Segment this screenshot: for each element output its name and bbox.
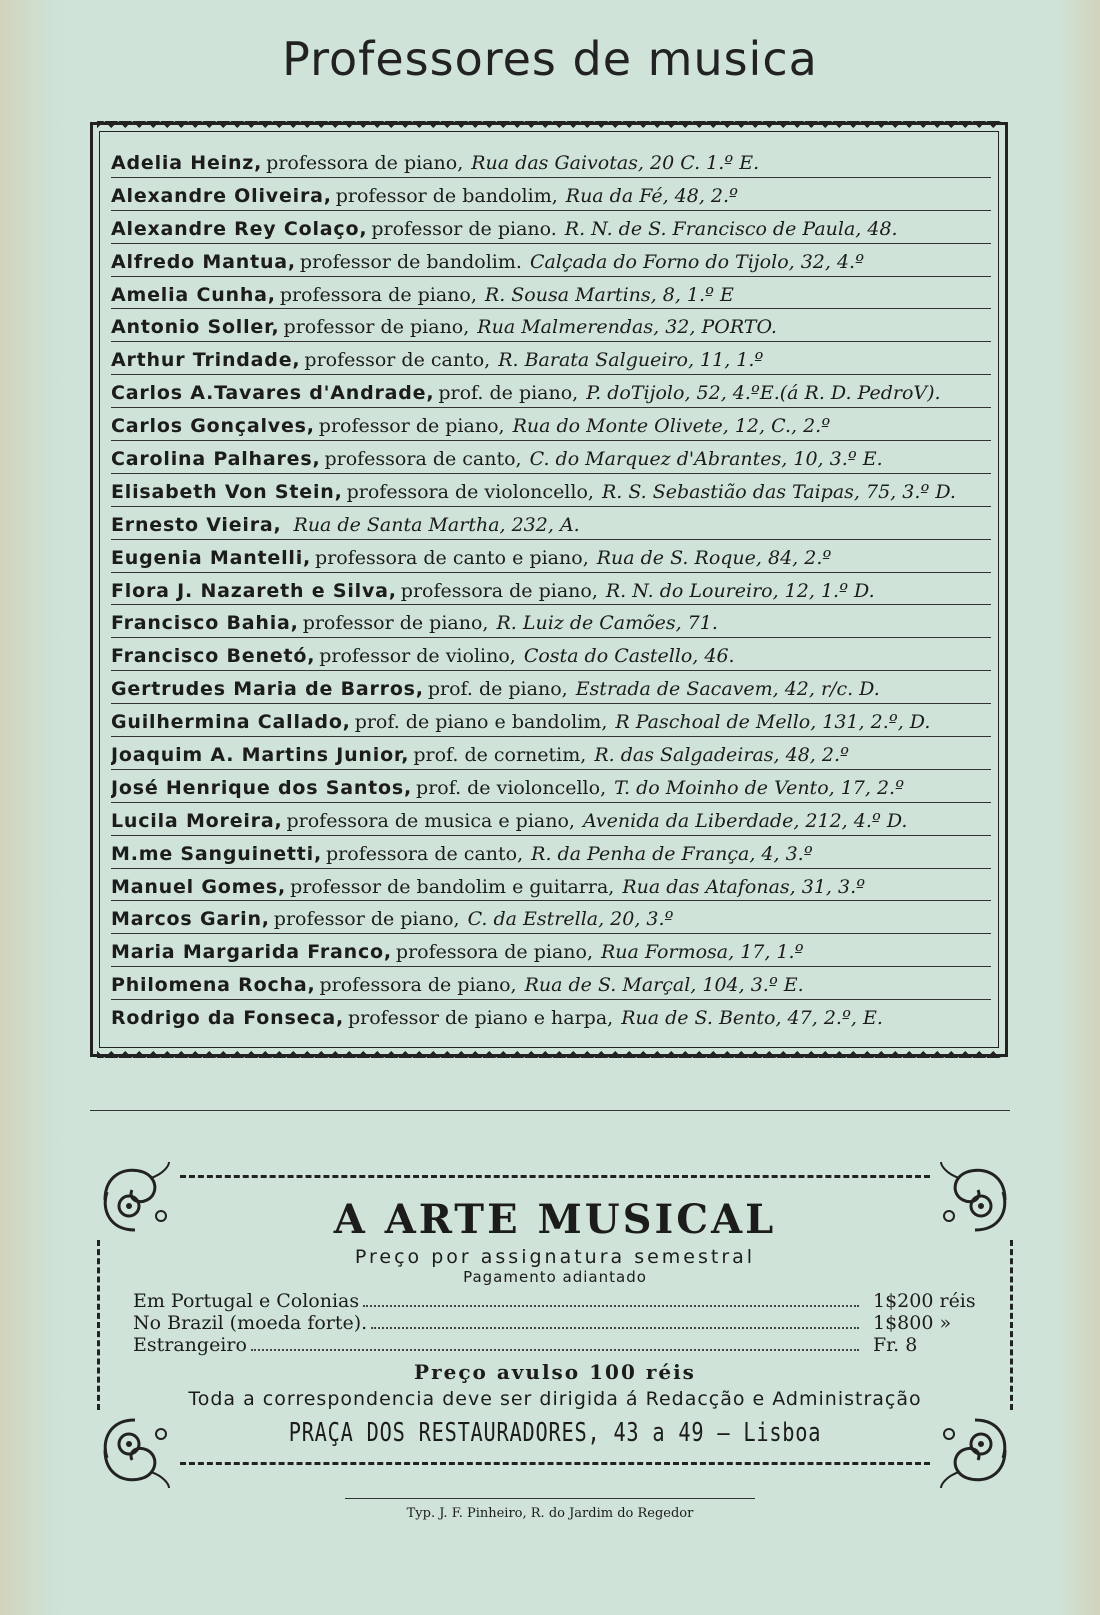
- price-value: Fr. 8: [873, 1334, 918, 1356]
- page-title: Professores de musica: [282, 32, 818, 86]
- teacher-entry: [111, 507, 991, 540]
- teacher-description: professora de canto,: [326, 842, 524, 865]
- teacher-entry: [111, 408, 991, 441]
- teacher-description: prof. de violoncello,: [416, 776, 607, 799]
- subscription-advert: [95, 1160, 1015, 1490]
- teacher-description: professora de canto,: [324, 448, 522, 471]
- teacher-entry: [111, 277, 991, 310]
- price-row: [133, 1334, 973, 1356]
- teacher-address: P. doTijolo, 52, 4.ºE.(á R. D. PedroV).: [586, 382, 941, 405]
- teacher-address: R. da Penha de França, 4, 3.º: [531, 842, 813, 865]
- teacher-name: Carolina Palhares,: [111, 448, 321, 471]
- teacher-entry: [111, 441, 991, 474]
- teacher-description: professora de piano,: [266, 152, 464, 174]
- teacher-description: professora de canto e piano,: [315, 546, 589, 569]
- teacher-entry: [111, 737, 991, 770]
- teacher-entry: [111, 309, 991, 342]
- teacher-name: José Henrique dos Santos,: [111, 776, 413, 799]
- teacher-entry: [111, 474, 991, 507]
- teacher-name: Alexandre Rey Colaço,: [111, 217, 368, 240]
- teacher-address: Rua de S. Roque, 84, 2.º: [596, 546, 832, 569]
- teacher-address: C. do Marquez d'Abrantes, 10, 3.º E.: [529, 448, 883, 471]
- teacher-description: prof. de cornetim,: [413, 744, 587, 767]
- teacher-name: Elisabeth Von Stein,: [111, 480, 343, 503]
- teacher-entry: [111, 605, 991, 638]
- teacher-entry: [111, 244, 991, 277]
- price-row: [133, 1290, 976, 1312]
- teacher-address: T. do Moinho de Vento, 17, 2.º: [614, 776, 905, 799]
- dot-leader: [251, 1349, 859, 1351]
- subscription-subtitle: Preço por assignatura semestral: [354, 1246, 756, 1268]
- corner-ornament-icon: [935, 1410, 1015, 1490]
- teacher-entry: [111, 770, 991, 803]
- teacher-description: prof. de piano,: [438, 382, 579, 405]
- teacher-name: Guilhermina Callado,: [111, 711, 351, 734]
- price-label: No Brazil (moeda forte).: [133, 1312, 368, 1334]
- teacher-name: Gertrudes Maria de Barros,: [111, 678, 424, 701]
- teacher-address: Rua das Gaivotas, 20 C. 1.º E.: [471, 152, 760, 174]
- frame-border-top-ornament: [97, 121, 1001, 129]
- teacher-description: professora de piano,: [400, 579, 598, 602]
- teacher-name: Alfredo Mantua,: [111, 250, 296, 273]
- teacher-entry: [111, 638, 991, 671]
- teacher-address: Avenida da Liberdade, 212, 4.º D.: [582, 809, 908, 832]
- teacher-address: Rua Formosa, 17, 1.º: [601, 941, 804, 964]
- teacher-entry: [111, 836, 991, 869]
- teacher-name: Ernesto Vieira,: [111, 513, 282, 536]
- teacher-name: Amelia Cunha,: [111, 283, 276, 306]
- teacher-name: Carlos A.Tavares d'Andrade,: [111, 382, 435, 405]
- teacher-entry: [111, 573, 991, 606]
- footer-divider: [345, 1498, 755, 1499]
- teacher-description: professor de canto,: [304, 349, 491, 372]
- correspondence-note: Toda a correspondencia deve ser dirigida á Redacção e Administração: [188, 1388, 922, 1410]
- teacher-entry: [111, 934, 991, 967]
- price-label: Em Portugal e Colonias: [133, 1290, 360, 1312]
- teacher-address: Costa do Castello, 46.: [523, 645, 735, 668]
- teacher-name: Alexandre Oliveira,: [111, 184, 332, 207]
- teacher-name: Adelia Heinz,: [111, 152, 263, 174]
- teacher-name: Carlos Gonçalves,: [111, 415, 315, 438]
- price-row: [133, 1312, 973, 1334]
- payment-note: Pagamento adiantado: [463, 1268, 647, 1286]
- teachers-frame: [90, 122, 1008, 1057]
- advert-border-bottom: [180, 1462, 930, 1465]
- teacher-description: professor de violino,: [319, 645, 516, 668]
- teacher-description: professor de piano,: [273, 908, 460, 931]
- office-address: PRAÇA DOS RESTAURADORES, 43 a 49 — Lisboa: [288, 1418, 822, 1448]
- teacher-name: Lucila Moreira,: [111, 809, 283, 832]
- teacher-address: R. Sousa Martins, 8, 1.º E: [484, 283, 734, 306]
- teacher-name: Flora J. Nazareth e Silva,: [111, 579, 397, 602]
- teacher-address: Rua Malmerendas, 32, PORTO.: [477, 316, 777, 339]
- teacher-description: professor de piano,: [318, 415, 505, 438]
- teacher-entry: [111, 967, 991, 1000]
- teacher-name: Francisco Benetó,: [111, 645, 316, 668]
- teacher-address: Calçada do Forno do Tijolo, 32, 4.º: [529, 250, 865, 273]
- teacher-address: Estrada de Sacavem, 42, r/c. D.: [575, 678, 880, 701]
- teacher-entry: [111, 375, 991, 408]
- teacher-entry: [111, 211, 991, 244]
- teacher-entry: [111, 1000, 991, 1033]
- teacher-entry: [111, 178, 991, 211]
- teacher-name: Antonio Soller,: [111, 316, 280, 339]
- teacher-description: professor de piano.: [371, 217, 557, 240]
- teacher-address: C. da Estrella, 20, 3.º: [467, 908, 674, 931]
- teacher-address: Rua de Santa Martha, 232, A.: [293, 513, 580, 536]
- teacher-entry: [111, 869, 991, 902]
- advert-border-top: [180, 1175, 930, 1178]
- teacher-name: Joaquim A. Martins Junior,: [111, 744, 410, 767]
- teacher-description: professor de bandolim e guitarra,: [290, 875, 615, 898]
- frame-border-bottom-ornament: [97, 1050, 1001, 1058]
- teacher-description: professor de piano,: [283, 316, 470, 339]
- magazine-title: A ARTE MUSICAL: [333, 1196, 777, 1243]
- teacher-address: R. Barata Salgueiro, 11, 1.º: [498, 349, 764, 372]
- teacher-name: Philomena Rocha,: [111, 974, 316, 997]
- teacher-name: Marcos Garin,: [111, 908, 270, 931]
- teacher-address: R Paschoal de Mello, 131, 2.º, D.: [615, 711, 931, 734]
- section-divider: [90, 1110, 1010, 1111]
- teacher-name: Francisco Bahia,: [111, 612, 299, 635]
- teacher-description: professor de bandolim,: [335, 184, 558, 207]
- teacher-description: prof. de piano,: [427, 678, 568, 701]
- price-value: 1$200 réis: [873, 1290, 976, 1312]
- teacher-entry: [111, 342, 991, 375]
- teacher-name: Maria Margarida Franco,: [111, 941, 392, 964]
- dot-leader: [363, 1305, 859, 1307]
- teacher-name: M.me Sanguinetti,: [111, 842, 323, 865]
- teacher-description: professor de bandolim.: [299, 250, 522, 273]
- teacher-description: prof. de piano e bandolim,: [354, 711, 608, 734]
- teacher-entry: [111, 145, 991, 178]
- teacher-description: professora de musica e piano,: [286, 809, 575, 832]
- dot-leader: [371, 1327, 859, 1329]
- teacher-name: Manuel Gomes,: [111, 875, 287, 898]
- price-list: [133, 1290, 976, 1356]
- teacher-address: Rua da Fé, 48, 2.º: [565, 184, 738, 207]
- teacher-address: R. das Salgadeiras, 48, 2.º: [594, 744, 849, 767]
- teacher-description: professora de piano,: [279, 283, 477, 306]
- teacher-entry: [111, 803, 991, 836]
- teacher-name: Arthur Trindade,: [111, 349, 301, 372]
- single-issue-price: Preço avulso 100 réis: [414, 1360, 696, 1384]
- teacher-description: professor de piano e harpa,: [347, 1007, 614, 1030]
- teacher-entry: [111, 671, 991, 704]
- teacher-address: R. N. do Loureiro, 12, 1.º D.: [605, 579, 875, 602]
- teacher-entry: [111, 540, 991, 573]
- teacher-name: Eugenia Mantelli,: [111, 546, 312, 569]
- teacher-entry: [111, 704, 991, 737]
- teachers-list: [111, 145, 991, 1033]
- teacher-address: R. S. Sebastião das Taipas, 75, 3.º D.: [601, 480, 956, 503]
- teacher-address: R. N. de S. Francisco de Paula, 48.: [564, 217, 898, 240]
- teacher-address: Rua do Monte Olivete, 12, C., 2.º: [512, 415, 831, 438]
- teacher-address: Rua das Atafonas, 31, 3.º: [622, 875, 866, 898]
- teacher-address: R. Luiz de Camões, 71.: [496, 612, 718, 635]
- teacher-description: professora de piano,: [319, 974, 517, 997]
- corner-ornament-icon: [95, 1410, 175, 1490]
- teacher-entry: [111, 901, 991, 934]
- teacher-description: professor de piano,: [302, 612, 489, 635]
- teacher-address: Rua de S. Bento, 47, 2.º, E.: [621, 1007, 883, 1030]
- teacher-name: Rodrigo da Fonseca,: [111, 1007, 344, 1030]
- price-value: 1$800 »: [873, 1312, 952, 1334]
- price-label: Estrangeiro: [133, 1334, 247, 1356]
- teacher-address: Rua de S. Marçal, 104, 3.º E.: [524, 974, 804, 997]
- printer-imprint: Typ. J. F. Pinheiro, R. do Jardim do Regedor: [406, 1506, 694, 1521]
- teacher-description: professora de piano,: [395, 941, 593, 964]
- teacher-description: professora de violoncello,: [346, 480, 594, 503]
